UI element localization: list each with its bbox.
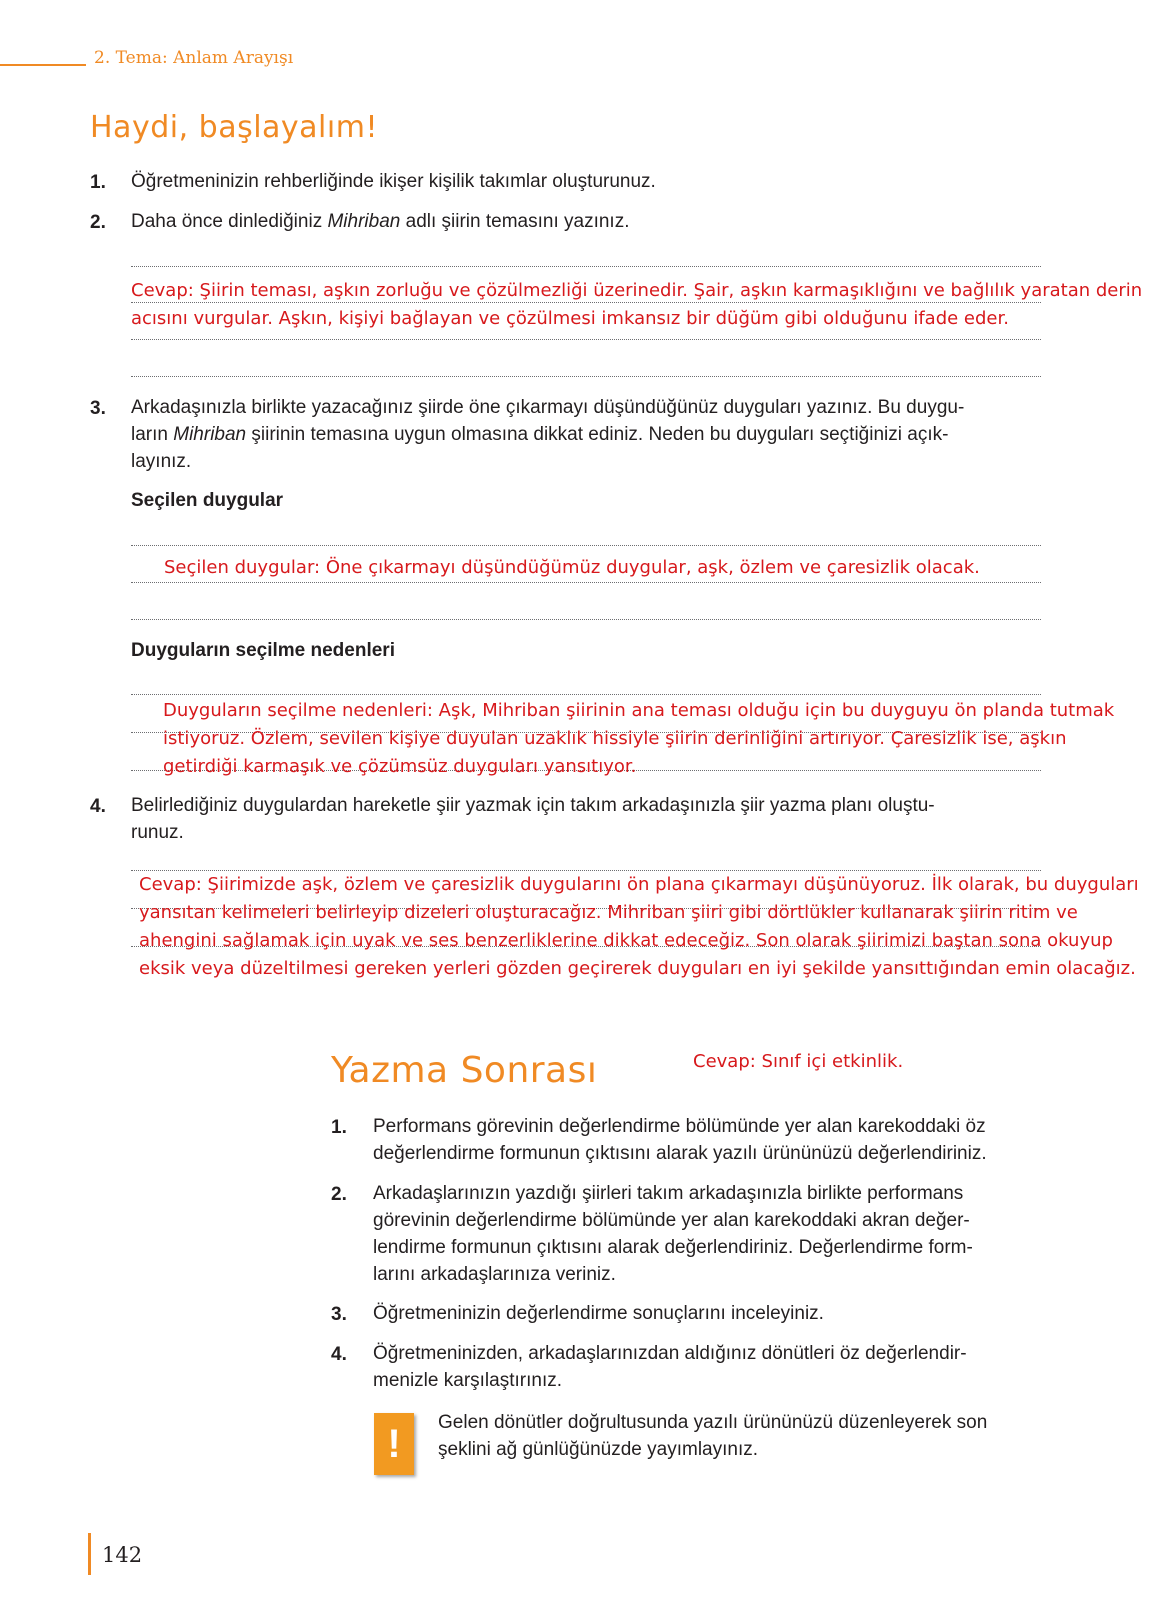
item-text: larını arkadaşlarınıza veriniz.	[373, 1264, 616, 1285]
item-number: 1.	[331, 1117, 347, 1138]
post-title: Yazma Sonrası	[331, 1050, 598, 1091]
answer-line	[131, 376, 1041, 377]
item-number: 3.	[90, 398, 106, 419]
item-text: Öğretmeninizin rehberliğinde ikişer kişilik takımlar oluşturunuz.	[131, 171, 656, 192]
item-number: 2.	[331, 1184, 347, 1205]
answer-text: acısını vurgular. Aşkın, kişiyi bağlayan ve çözülmesi imkansız bir düğüm gibi olduğunu ifade eder.	[131, 308, 1009, 329]
section-header: 2. Tema: Anlam Arayışı	[94, 48, 294, 68]
item-number: 1.	[90, 172, 106, 193]
answer-text: getirdiği karmaşık ve çözümsüz duyguları yansıtıyor.	[163, 756, 637, 777]
answer-text: Seçilen duygular: Öne çıkarmayı düşündüğümüz duygular, aşk, özlem ve çaresizlik olacak.	[164, 557, 980, 578]
subheading-selected: Seçilen duygular	[131, 490, 284, 511]
item-number: 4.	[90, 796, 106, 817]
answer-line	[131, 582, 1041, 583]
answer-text: ahengini sağlamak için uyak ve ses benzerliklerine dikkat edeceğiz. Son olarak şiirimizi baştan sona okuyup	[139, 930, 1113, 951]
answer-text: yansıtan kelimeleri belirleyip dizeleri oluşturacağız. Mihriban şiiri gibi dörtlükler kullanarak şiirin ritim ve	[139, 902, 1078, 923]
item-text: değerlendirme formunun çıktısını alarak yazılı ürününüzü değerlendiriniz.	[373, 1143, 987, 1164]
warning-text: Gelen dönütler doğrultusunda yazılı ürününüzü düzenleyerek son	[438, 1412, 988, 1433]
answer-text: istiyoruz. Özlem, sevilen kişiye duyulan uzaklık hissiyle şiirin derinliğini artırıyor. Çaresizlik ise, aşkın	[163, 728, 1067, 749]
answer-line	[131, 694, 1041, 695]
item-text: Daha önce dinlediğiniz Mihriban adlı şiirin temasını yazınız.	[131, 211, 630, 232]
answer-line	[131, 545, 1041, 546]
answer-text: Duyguların seçilme nedenleri: Aşk, Mihriban şiirinin ana teması olduğu için bu duyguyu ön planda tutmak	[163, 700, 1115, 721]
item-text: Performans görevinin değerlendirme bölümünde yer alan karekoddaki öz	[373, 1116, 986, 1137]
post-answer-note: Cevap: Sınıf içi etkinlik.	[693, 1051, 904, 1072]
item-text: Belirlediğiniz duygulardan hareketle şiir yazmak için takım arkadaşınızla şiir yazma planı oluştu-	[131, 795, 935, 816]
item-text: görevinin değerlendirme bölümünde yer alan karekoddaki akran değer-	[373, 1210, 970, 1231]
page-number-bar	[88, 1533, 91, 1575]
item-text: ların Mihriban şiirinin temasına uygun olmasına dikkat ediniz. Neden bu duyguları seçtiğinizi açık-	[131, 424, 949, 445]
intro-title: Haydi, başlayalım!	[90, 110, 378, 145]
item-text: Öğretmeninizden, arkadaşlarınızdan aldığınız dönütleri öz değerlendir-	[373, 1343, 967, 1364]
answer-line	[131, 266, 1041, 267]
subheading-reasons: Duyguların seçilme nedenleri	[131, 640, 395, 661]
item-text: Arkadaşınızla birlikte yazacağınız şiirde öne çıkarmayı düşündüğünüz duyguları yazınız. Bu duygu-	[131, 397, 965, 418]
answer-text: Cevap: Şiirimizde aşk, özlem ve çaresizlik duygularını ön plana çıkarmayı düşünüyoruz. İlk olarak, bu duyguları	[139, 874, 1139, 895]
item-number: 2.	[90, 212, 106, 233]
warning-text: şeklini ağ günlüğünüzde yayımlayınız.	[438, 1439, 759, 1460]
answer-line	[131, 619, 1041, 620]
page-number: 142	[102, 1543, 143, 1567]
item-text: Öğretmeninizin değerlendirme sonuçlarını inceleyiniz.	[373, 1303, 824, 1324]
header-rule	[0, 64, 86, 66]
item-text: lendirme formunun çıktısını alarak değerlendiriniz. Değerlendirme form-	[373, 1237, 973, 1258]
answer-line	[131, 339, 1041, 340]
answer-text: Cevap: Şiirin teması, aşkın zorluğu ve çözülmezliği üzerinedir. Şair, aşkın karmaşıklığını ve bağlılık yaratan derin	[131, 280, 1143, 301]
item-number: 3.	[331, 1304, 347, 1325]
item-text: layınız.	[131, 451, 192, 472]
item-number: 4.	[331, 1344, 347, 1365]
answer-text: eksik veya düzeltilmesi gereken yerleri gözden geçirerek duyguları en iyi şekilde yansıttığından emin olacağız.	[139, 958, 1136, 979]
item-text: Arkadaşlarınızın yazdığı şiirleri takım arkadaşınızla birlikte performans	[373, 1183, 964, 1204]
item-text: menizle karşılaştırınız.	[373, 1370, 562, 1391]
item-text: runuz.	[131, 822, 184, 843]
exclamation-icon: !	[374, 1413, 414, 1475]
